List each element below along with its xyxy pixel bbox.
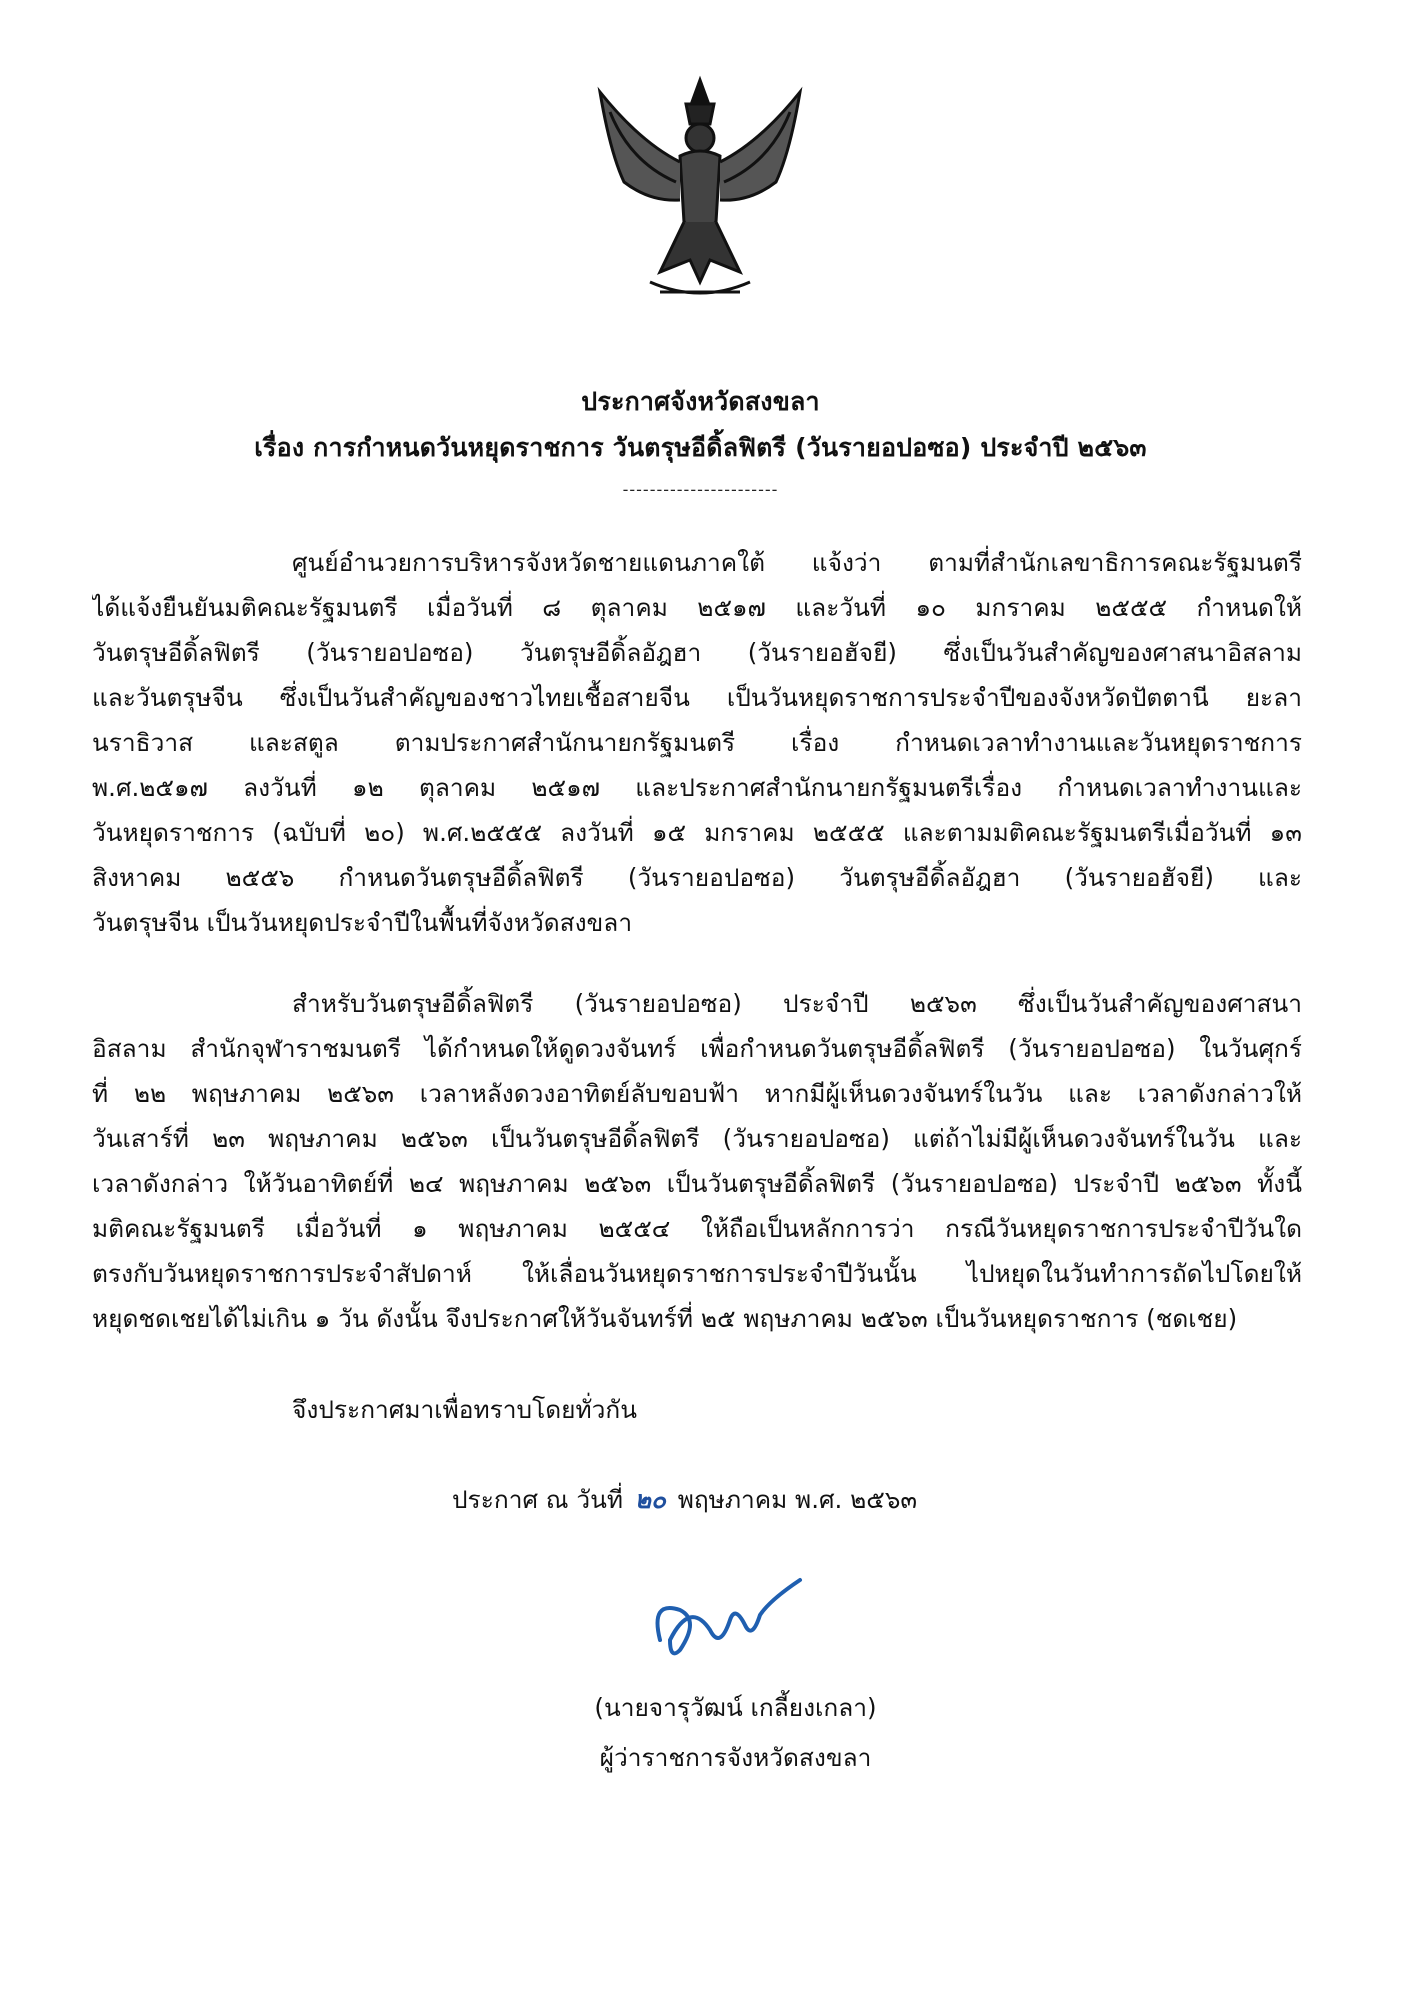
paragraph-line: ที่ ๒๒ พฤษภาคม ๒๕๖๓ เวลาหลังดวงอาทิตย์ลับขอบฟ้า หากมีผู้เห็นดวงจันทร์ในวัน และ เวลาดังกล่าวให้ — [92, 1079, 1302, 1108]
paragraph-line: พ.ศ.๒๕๑๗ ลงวันที่ ๑๒ ตุลาคม ๒๕๑๗ และประกาศสำนักนายกรัฐมนตรีเรื่อง กำหนดเวลาทำงานและ — [92, 773, 1302, 802]
paragraph-line: สิงหาคม ๒๕๕๖ กำหนดวันตรุษอีดิ้ลฟิตรี (วันรายอปอซอ) วันตรุษอีดิ้ลอัฎฮา (วันรายอฮัจยี) และ — [92, 863, 1302, 892]
paragraph-line: นราธิวาส และสตูล ตามประกาศสำนักนายกรัฐมนตรี เรื่อง กำหนดเวลาทำงานและวันหยุดราชการ — [92, 728, 1302, 757]
paragraph-line: และวันตรุษจีน ซึ่งเป็นวันสำคัญของชาวไทยเชื้อสายจีน เป็นวันหยุดราชการประจำปีของจังหวัดปัตตานี ยะลา — [92, 683, 1302, 712]
title-separator: ----------------------- — [622, 480, 779, 499]
paragraph-line: ได้แจ้งยืนยันมติคณะรัฐมนตรี เมื่อวันที่ ๘ ตุลาคม ๒๕๑๗ และวันที่ ๑๐ มกราคม ๒๕๕๕ กำหนดให้ — [92, 593, 1302, 622]
paragraph-line: วันตรุษจีน เป็นวันหยุดประจำปีในพื้นที่จังหวัดสงขลา — [92, 908, 633, 937]
paragraph-line: วันเสาร์ที่ ๒๓ พฤษภาคม ๒๕๖๓ เป็นวันตรุษอีดิ้ลฟิตรี (วันรายอปอซอ) แต่ถ้าไม่มีผู้เห็นดวงจันทร์ในวัน และ — [92, 1124, 1302, 1153]
signer-name: (นายจารุวัฒน์ เกลี้ยงเกลา) — [594, 1693, 877, 1722]
announcement-date — [452, 1480, 917, 1519]
paragraph-line: เวลาดังกล่าว ให้วันอาทิตย์ที่ ๒๔ พฤษภาคม ๒๕๖๓ เป็นวันตรุษอีดิ้ลฟิตรี (วันรายอปอซอ) ประจำปี ๒๕๖๓ ทั้งนี้ — [92, 1169, 1302, 1198]
signature-icon — [640, 1560, 820, 1680]
paragraph-line: ตรงกับวันหยุดราชการประจำสัปดาห์ ให้เลื่อนวันหยุดราชการประจำปีวันนั้น ไปหยุดในวันทำการถัดไปโดยให้ — [92, 1259, 1302, 1288]
paragraph-line: หยุดชดเชยได้ไม่เกิน ๑ วัน ดังนั้น จึงประกาศให้วันจันทร์ที่ ๒๕ พฤษภาคม ๒๕๖๓ เป็นวันหยุดราชการ (ชดเชย) — [92, 1304, 1238, 1333]
paragraph-line: วันหยุดราชการ (ฉบับที่ ๒๐) พ.ศ.๒๕๕๕ ลงวันที่ ๑๕ มกราคม ๒๕๕๕ และตามมติคณะรัฐมนตรีเมื่อวันที่ ๑๓ — [92, 818, 1302, 847]
date-suffix: พฤษภาคม พ.ศ. ๒๕๖๓ — [677, 1485, 918, 1514]
paragraph-line: ศูนย์อำนวยการบริหารจังหวัดชายแดนภาคใต้ แจ้งว่า ตามที่สำนักเลขาธิการคณะรัฐมนตรี — [292, 548, 1302, 577]
paragraph-line: อิสลาม สำนักจุฬาราชมนตรี ได้กำหนดให้ดูดวงจันทร์ เพื่อกำหนดวันตรุษอีดิ้ลฟิตรี (วันรายอปอซอ) ในวันศุกร์ — [92, 1034, 1302, 1063]
signer-title: ผู้ว่าราชการจังหวัดสงขลา — [599, 1743, 872, 1772]
paragraph-1 — [92, 540, 1302, 945]
date-day-handwritten: ๒๐ — [634, 1485, 666, 1514]
date-prefix: ประกาศ ณ วันที่ — [452, 1485, 623, 1514]
paragraph-line: สำหรับวันตรุษอีดิ้ลฟิตรี (วันรายอปอซอ) ประจำปี ๒๕๖๓ ซึ่งเป็นวันสำคัญของศาสนา — [292, 989, 1302, 1018]
garuda-emblem-icon — [580, 72, 820, 312]
paragraph-2 — [92, 981, 1302, 1341]
closing-statement: จึงประกาศมาเพื่อทราบโดยทั่วกัน — [292, 1395, 638, 1424]
paragraph-line: มติคณะรัฐมนตรี เมื่อวันที่ ๑ พฤษภาคม ๒๕๕๔ ให้ถือเป็นหลักการว่า กรณีวันหยุดราชการประจำปีวันใด — [92, 1214, 1302, 1243]
document-title: ประกาศจังหวัดสงขลา — [581, 387, 820, 416]
paragraph-line: วันตรุษอีดิ้ลฟิตรี (วันรายอปอซอ) วันตรุษอีดิ้ลอัฎฮา (วันรายอฮัจยี) ซึ่งเป็นวันสำคัญของศาสนาอิสลาม — [92, 638, 1302, 667]
document-subject: เรื่อง การกำหนดวันหยุดราชการ วันตรุษอีดิ้ลฟิตรี (วันรายอปอซอ) ประจำปี ๒๕๖๓ — [254, 433, 1147, 462]
